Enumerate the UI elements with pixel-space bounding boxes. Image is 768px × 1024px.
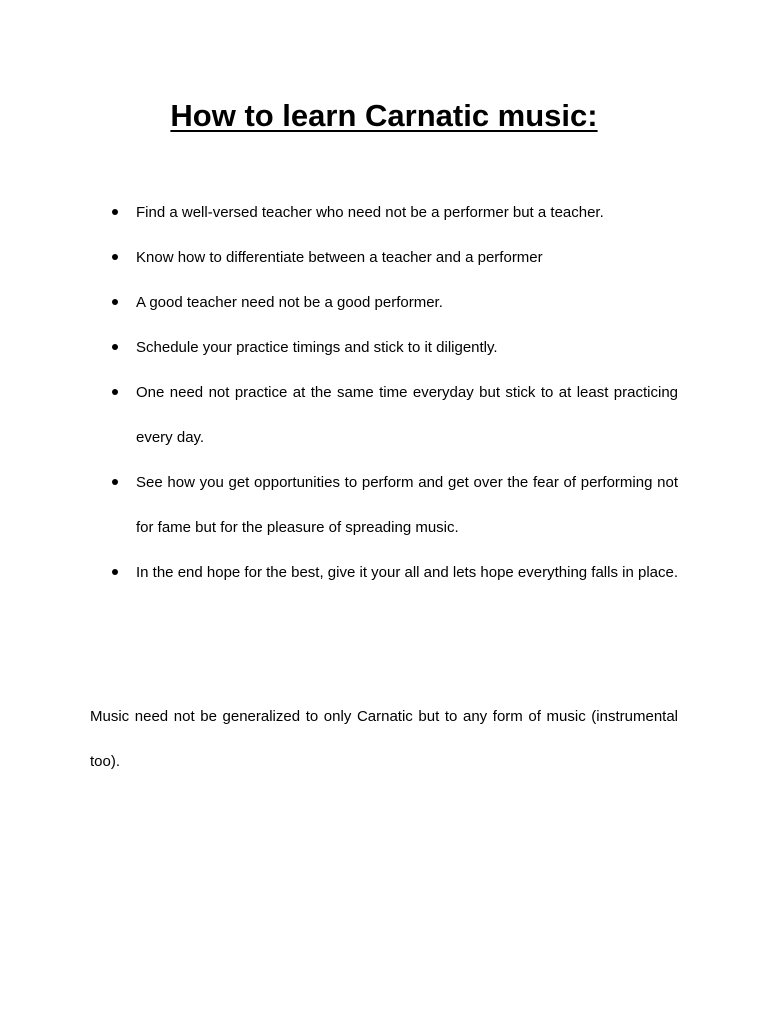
list-item (108, 235, 678, 280)
list-item (108, 190, 678, 235)
bullet-icon (112, 569, 118, 575)
bullet-icon (112, 299, 118, 305)
bullet-icon (112, 209, 118, 215)
list-item (108, 550, 678, 595)
bullet-list (108, 190, 678, 595)
closing-paragraph: Music need not be generalized to only Carnatic but to any form of music (instrumental too). (90, 708, 678, 770)
bullet-icon (112, 254, 118, 260)
list-item-text: Know how to differentiate between a teacher and a performer (136, 249, 543, 266)
list-item-text: Find a well-versed teacher who need not be a performer but a teacher. (136, 204, 604, 221)
list-item (108, 460, 678, 550)
list-item-text: A good teacher need not be a good performer. (136, 294, 443, 311)
list-item (108, 370, 678, 460)
bullet-icon (112, 344, 118, 350)
bullet-icon (112, 389, 118, 395)
list-item-text: Schedule your practice timings and stick to it diligently. (136, 339, 498, 356)
list-item-text: In the end hope for the best, give it your all and lets hope everything falls in place. (136, 564, 679, 581)
list-item (108, 280, 678, 325)
list-item (108, 325, 678, 370)
list-item-text: One need not practice at the same time everyday but stick to at least practicing every day. (136, 384, 678, 446)
bullet-icon (112, 479, 118, 485)
list-item-text: See how you get opportunities to perform and get over the fear of performing not for fame but for the pleasure of spreading music. (136, 474, 678, 536)
page-title: How to learn Carnatic music: (170, 98, 598, 133)
